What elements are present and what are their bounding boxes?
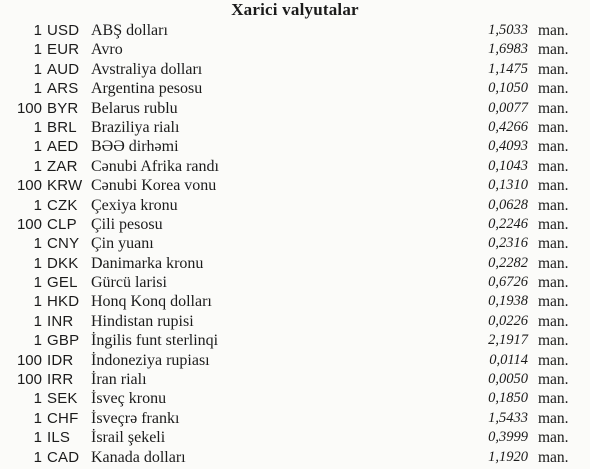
currency-unit: man. (538, 409, 569, 427)
currency-name: Kanada dolları (91, 448, 186, 466)
currency-name: Avro (91, 41, 123, 59)
currency-amount: 1 (33, 157, 42, 175)
currency-unit: man. (538, 235, 569, 253)
currency-code: BYR (47, 99, 79, 117)
exchange-rate: 1,5433 (488, 409, 528, 426)
exchange-rate: 2,1917 (488, 332, 528, 349)
currency-code: ILS (47, 429, 71, 447)
currency-unit: man. (538, 371, 569, 389)
exchange-rate: 1,1475 (488, 60, 528, 77)
currency-unit: man. (538, 312, 569, 330)
currency-name: Argentina pesosu (91, 80, 203, 98)
currency-unit: man. (538, 22, 569, 39)
currency-name: Danimarka kronu (91, 254, 204, 272)
currency-unit: man. (538, 293, 569, 311)
currency-row (0, 409, 590, 428)
currency-code: USD (47, 22, 80, 39)
exchange-rate: 0,1850 (488, 390, 528, 407)
currency-row (0, 331, 590, 350)
currency-code: ARS (47, 80, 79, 98)
exchange-rate: 0,2282 (488, 254, 528, 271)
currency-name: İran rialı (91, 371, 147, 389)
currency-name: İsveç kronu (91, 390, 167, 408)
currency-amount: 1 (33, 60, 42, 78)
currency-code: GEL (47, 274, 78, 292)
currency-amount: 1 (33, 138, 42, 156)
currency-unit: man. (538, 429, 569, 447)
currency-unit: man. (538, 196, 569, 214)
currency-amount: 1 (33, 118, 42, 136)
exchange-rate: 1,5033 (488, 22, 528, 38)
currency-unit: man. (538, 254, 569, 272)
currency-name: Braziliya rialı (91, 118, 180, 136)
currency-unit: man. (538, 41, 569, 59)
currency-code: AED (47, 138, 79, 156)
currency-row (0, 176, 590, 195)
exchange-rate: 0,0628 (488, 196, 528, 213)
exchange-rate: 0,0050 (488, 371, 528, 388)
currency-unit: man. (538, 177, 569, 195)
currency-name: Çexiya kronu (91, 196, 178, 214)
currency-unit: man. (538, 60, 569, 78)
currency-row (0, 118, 590, 137)
currency-name: Hindistan rupisi (91, 312, 194, 330)
exchange-rate: 0,2316 (488, 235, 528, 252)
currency-amount: 100 (16, 351, 42, 369)
currency-amount: 100 (16, 371, 42, 389)
currency-name: BƏƏ dirhəmi (91, 138, 179, 156)
currency-row (0, 40, 590, 59)
currency-amount: 1 (33, 448, 42, 466)
exchange-rate: 0,3999 (488, 429, 528, 446)
currency-amount: 100 (16, 215, 42, 233)
currency-code: GBP (47, 332, 80, 350)
currency-unit: man. (538, 215, 569, 233)
currency-row (0, 157, 590, 176)
currency-unit: man. (538, 274, 569, 292)
currency-amount: 1 (33, 41, 42, 59)
currency-name: Honq Konq dolları (91, 293, 212, 311)
currency-unit: man. (538, 138, 569, 156)
currency-amount: 100 (16, 99, 42, 117)
currency-name: ABŞ dolları (91, 22, 168, 39)
currency-name: Çili pesosu (91, 215, 163, 233)
page-title: Xarici valyutalar (231, 0, 359, 19)
currency-row (0, 312, 590, 331)
currency-amount: 1 (33, 293, 42, 311)
exchange-rate: 1,1920 (488, 448, 528, 465)
currency-code: CNY (47, 235, 80, 253)
currency-unit: man. (538, 390, 569, 408)
currency-amount: 1 (33, 409, 42, 427)
currency-code: EUR (47, 41, 80, 59)
currency-amount: 1 (33, 312, 42, 330)
currency-code: INR (47, 312, 74, 330)
currency-name: İndoneziya rupiası (91, 351, 210, 369)
currency-unit: man. (538, 80, 569, 98)
currency-unit: man. (538, 157, 569, 175)
currency-name: Avstraliya dolları (91, 60, 203, 78)
currency-row (0, 370, 590, 389)
currency-amount: 1 (33, 80, 42, 98)
currency-code: HKD (47, 293, 80, 311)
currency-code: IRR (47, 371, 74, 389)
currency-code: KRW (47, 177, 83, 195)
currency-row (0, 389, 590, 408)
currency-row (0, 21, 590, 40)
exchange-rate: 1,6983 (488, 41, 528, 58)
currency-unit: man. (538, 351, 569, 369)
currency-row (0, 428, 590, 447)
currency-unit: man. (538, 332, 569, 350)
currency-amount: 1 (33, 332, 42, 350)
currency-name: İngilis funt sterlinqi (91, 332, 219, 350)
exchange-rate: 0,4093 (488, 138, 528, 155)
currency-amount: 1 (33, 235, 42, 253)
currency-name: İsrail şekeli (91, 429, 166, 447)
currency-unit: man. (538, 448, 569, 466)
currency-name: Çin yuanı (91, 235, 154, 253)
currency-row (0, 273, 590, 292)
currency-code: SEK (47, 390, 78, 408)
exchange-rate: 0,1050 (488, 80, 528, 97)
currency-row (0, 99, 590, 118)
currency-code: CZK (47, 196, 78, 214)
currency-row (0, 448, 590, 467)
currency-unit: man. (538, 118, 569, 136)
currency-row (0, 196, 590, 215)
currency-row (0, 254, 590, 273)
exchange-rate: 0,2246 (488, 215, 528, 232)
currency-code: AUD (47, 60, 80, 78)
exchange-rate: 0,4266 (488, 118, 528, 135)
currency-name: Gürcü larisi (91, 274, 167, 292)
exchange-rate: 0,6726 (488, 274, 528, 291)
currency-amount: 1 (33, 390, 42, 408)
currency-amount: 1 (33, 429, 42, 447)
currency-name: İsveçrə frankı (91, 409, 180, 427)
exchange-rate: 0,1043 (488, 157, 528, 174)
currency-code: IDR (47, 351, 74, 369)
exchange-rate: 0,0226 (488, 312, 528, 329)
currency-code: CLP (47, 215, 77, 233)
currency-code: CHF (47, 409, 79, 427)
currency-unit: man. (538, 99, 569, 117)
currency-row (0, 234, 590, 253)
currency-row (0, 60, 590, 79)
currency-code: DKK (47, 254, 79, 272)
currency-name: Cənubi Afrika randı (91, 157, 219, 175)
currency-name: Belarus rublu (91, 99, 178, 117)
currency-code: BRL (47, 118, 77, 136)
currency-row (0, 79, 590, 98)
currency-amount: 1 (33, 22, 42, 39)
exchange-rate: 0,0077 (488, 99, 528, 116)
currency-row (0, 137, 590, 156)
exchange-rate: 0,1938 (488, 293, 528, 310)
exchange-rate: 0,0114 (489, 351, 528, 368)
currency-name: Cənubi Korea vonu (91, 177, 217, 195)
currency-amount: 1 (33, 196, 42, 214)
currency-amount: 100 (16, 177, 42, 195)
currency-row (0, 215, 590, 234)
currency-code: ZAR (47, 157, 78, 175)
currency-amount: 1 (33, 274, 42, 292)
currency-code: CAD (47, 448, 80, 466)
currency-row (0, 351, 590, 370)
currency-table (0, 21, 590, 467)
exchange-rate: 0,1310 (488, 177, 528, 194)
currency-amount: 1 (33, 254, 42, 272)
currency-row (0, 292, 590, 311)
